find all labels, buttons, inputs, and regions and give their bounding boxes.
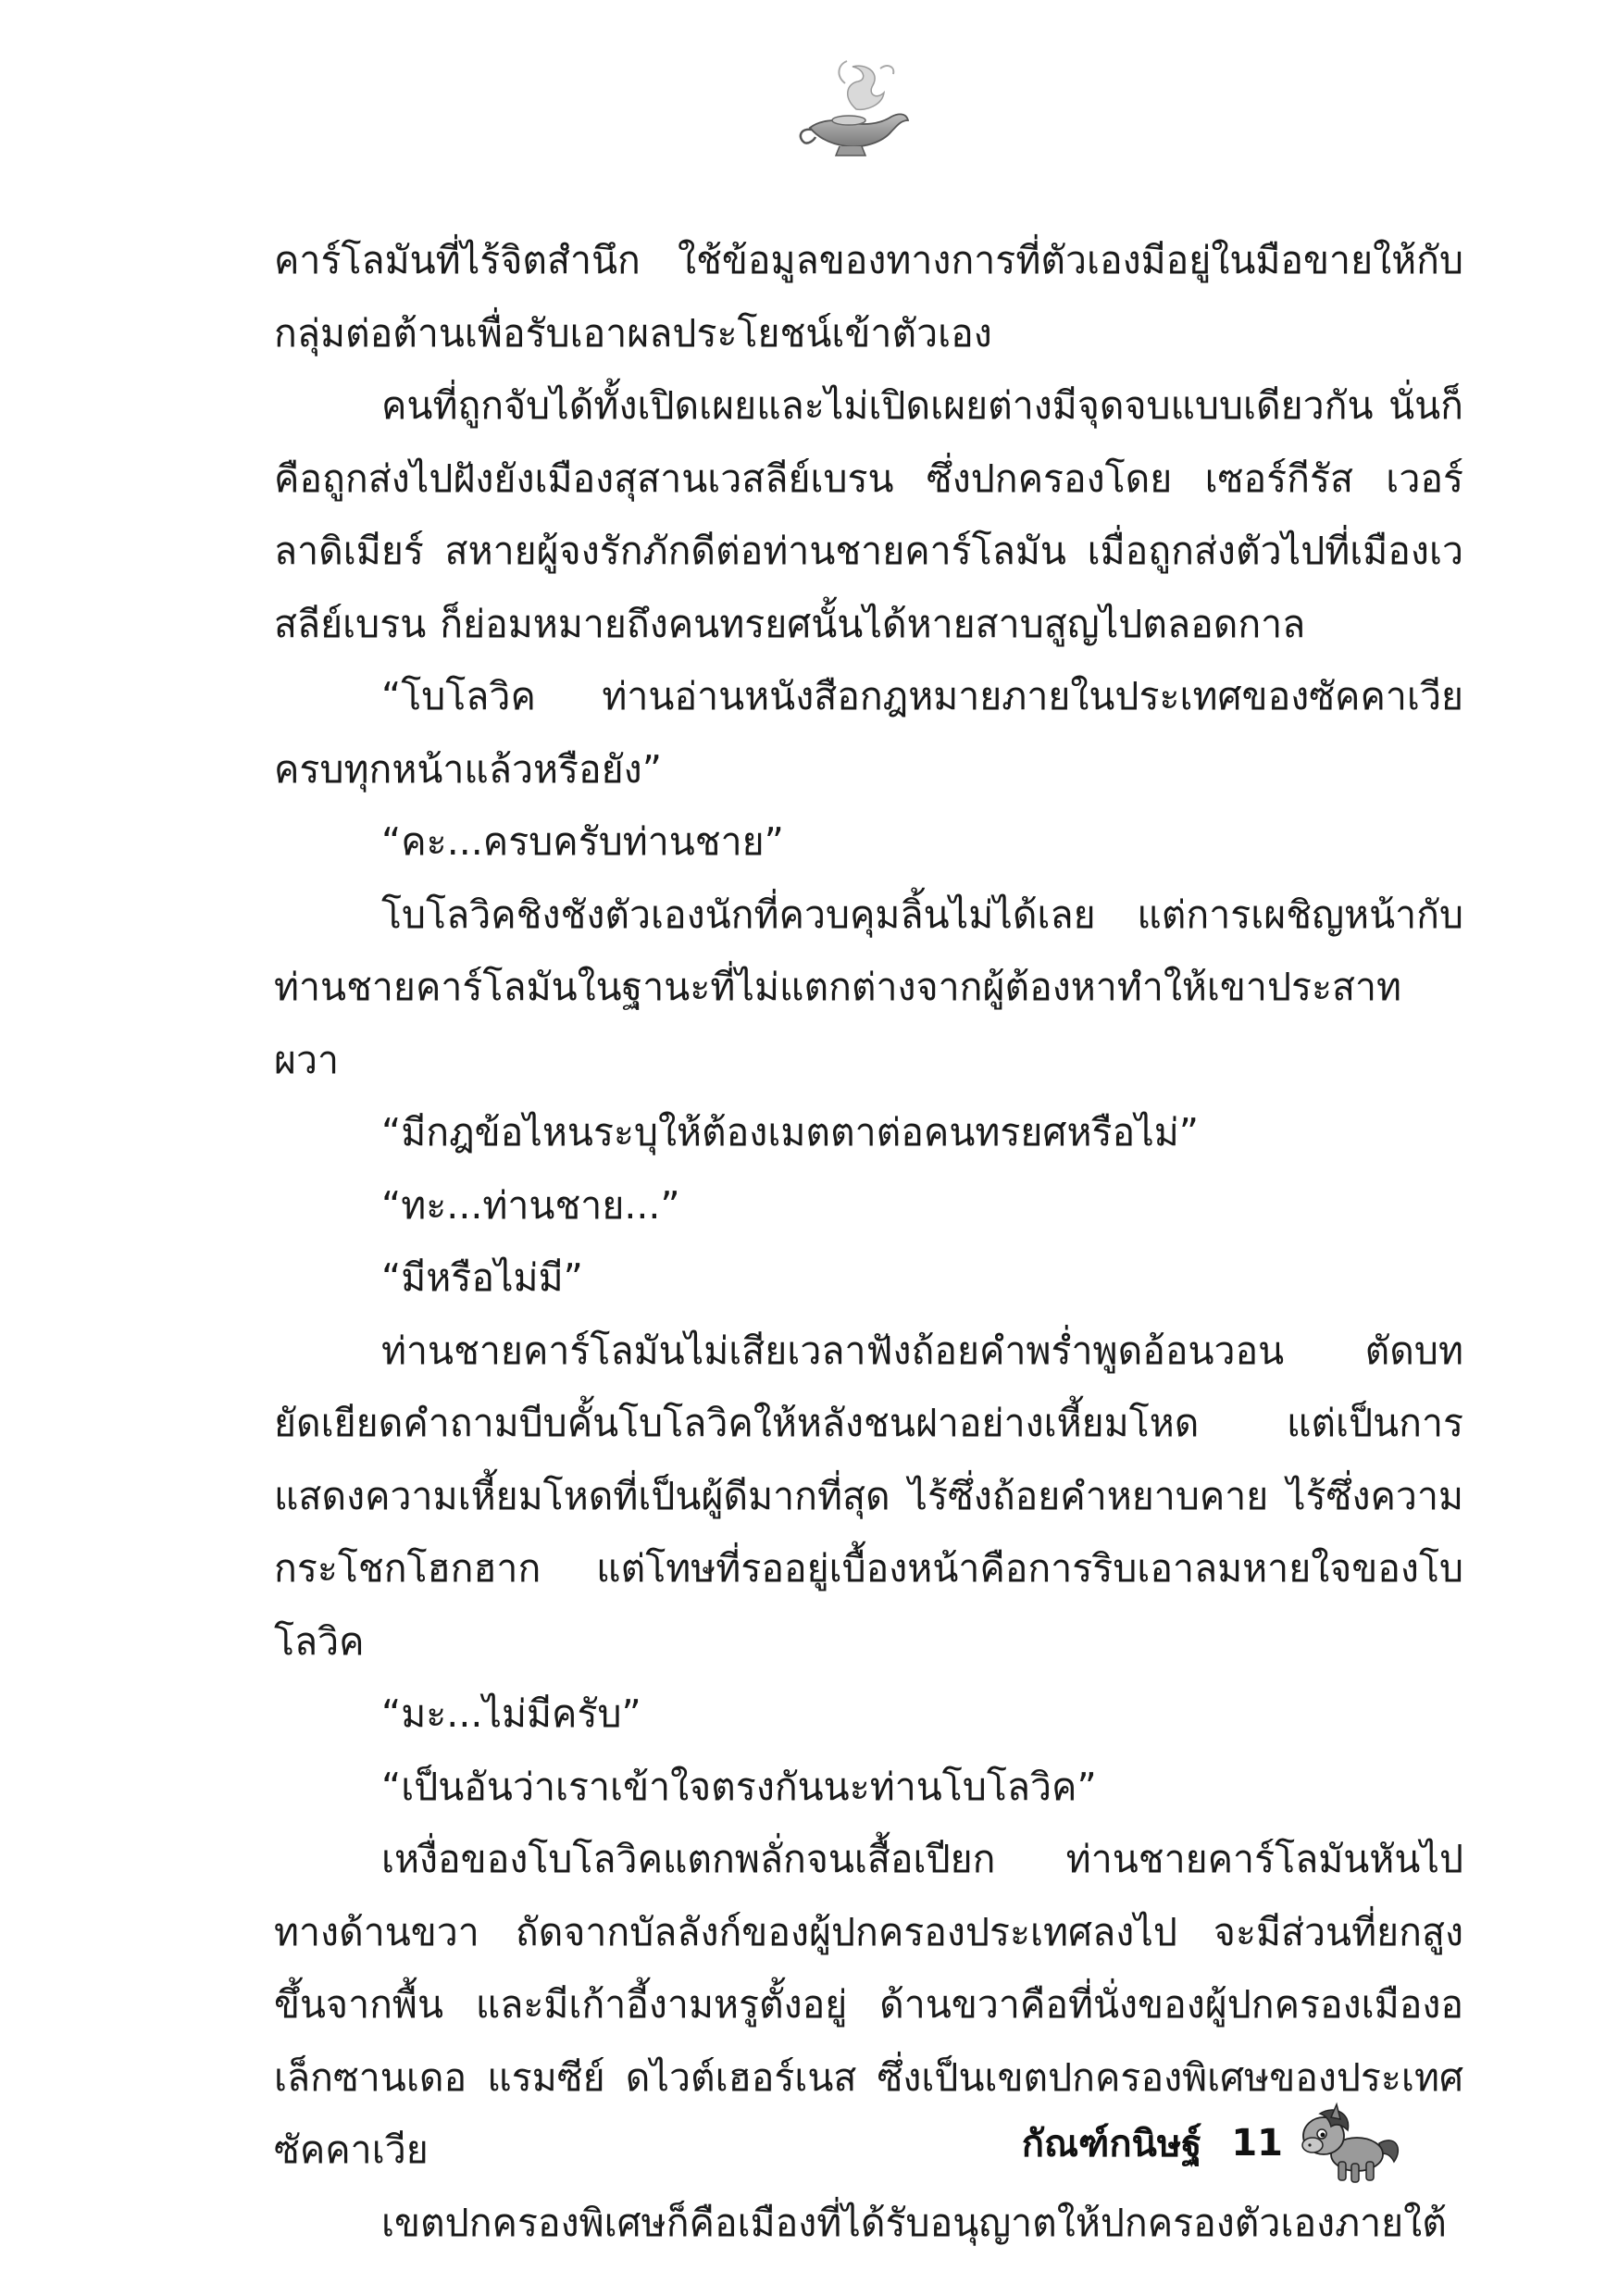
page-number: 11 [1231, 2122, 1283, 2165]
body-paragraph: เหงื่อของโบโลวิคแตกพลั่กจนเสื้อเปียก ท่านชายคาร์โลมันหันไปทางด้านขวา ถัดจากบัลลังก์ของผู้ปกครองประเทศลงไป จะมีส่วนที่ยกสูงขึ้นจากพื้น และมีเก้าอี้งามหรูตั้งอยู่ ด้านขวาคือที่นั่งของผู้ปกครองเมืองอเล็กซานเดอ แรมซีย์ ดไวต์เฮอร์เนส ซึ่งเป็นเขตปกครองพิเศษของประเทศซัคคาเวีย [274, 1837, 1463, 2172]
dialogue-paragraph: “โบโลวิค ท่านอ่านหนังสือกฎหมายภายในประเทศของซัคคาเวียครบทุกหน้าแล้วหรือยัง” [274, 674, 1463, 792]
dialogue-paragraph: “มีหรือไม่มี” [381, 1255, 583, 1300]
body-paragraph: โบโลวิคชิงชังตัวเองนักที่ควบคุมลิ้นไม่ได้เลย แต่การเผชิญหน้ากับท่านชายคาร์โลมันในฐานะที่ไม่แตกต่างจากผู้ต้องหาทำให้เขาประสาทผวา [274, 892, 1463, 1082]
dialogue-paragraph: “มีกฎข้อไหนระบุให้ต้องเมตตาต่อคนทรยศหรือไม่” [381, 1110, 1200, 1154]
genie-lamp-icon [791, 56, 921, 167]
pony-mascot-icon [1294, 2097, 1405, 2190]
body-paragraph: เขตปกครองพิเศษก็คือเมืองที่ได้รับอนุญาตให้ปกครองตัวเองภายใต้ [381, 2200, 1447, 2245]
dialogue-paragraph: “เป็นอันว่าเราเข้าใจตรงกันนะท่านโบโลวิค” [381, 1764, 1097, 1809]
body-text [274, 224, 1463, 2259]
dialogue-paragraph: “ทะ...ท่านชาย...” [381, 1182, 680, 1228]
body-paragraph: ท่านชายคาร์โลมันไม่เสียเวลาฟังถ้อยคำพร่ำพูดอ้อนวอน ตัดบทยัดเยียดคำถามบีบคั้นโบโลวิคให้หลังชนฝาอย่างเหี้ยมโหด แต่เป็นการแสดงความเหี้ยมโหดที่เป็นผู้ดีมากที่สุด ไร้ซึ่งถ้อยคำหยาบคาย ไร้ซึ่งความกระโชกโฮกฮาก แต่โทษที่รออยู่เบื้องหน้าคือการริบเอาลมหายใจของโบโลวิค [274, 1328, 1463, 1664]
body-paragraph: คนที่ถูกจับได้ทั้งเปิดเผยและไม่เปิดเผยต่างมีจุดจบแบบเดียวกัน นั่นก็คือถูกส่งไปฝังยังเมืองสุสานเวสลีย์เบรน ซึ่งปกครองโดย เซอร์กีรัส เวอร์ลาดิเมียร์ สหายผู้จงรักภักดีต่อท่านชายคาร์โลมัน เมื่อถูกส่งตัวไปที่เมืองเวสลีย์เบรน ก็ย่อมหมายถึงคนทรยศนั้นได้หายสาบสูญไปตลอดกาล [274, 383, 1463, 646]
page-footer [1022, 2102, 1405, 2185]
book-title: กัณฑ์กนิษฐ์ [1021, 2123, 1202, 2165]
dialogue-paragraph: “มะ...ไม่มีครับ” [381, 1691, 641, 1736]
body-paragraph: คาร์โลมันที่ไร้จิตสำนึก ใช้ข้อมูลของทางการที่ตัวเองมีอยู่ในมือขายให้กับกลุ่มต่อต้านเพื่อรับเอาผลประโยชน์เข้าตัวเอง [274, 238, 1463, 356]
dialogue-paragraph: “คะ...ครบครับท่านชาย” [381, 819, 784, 864]
